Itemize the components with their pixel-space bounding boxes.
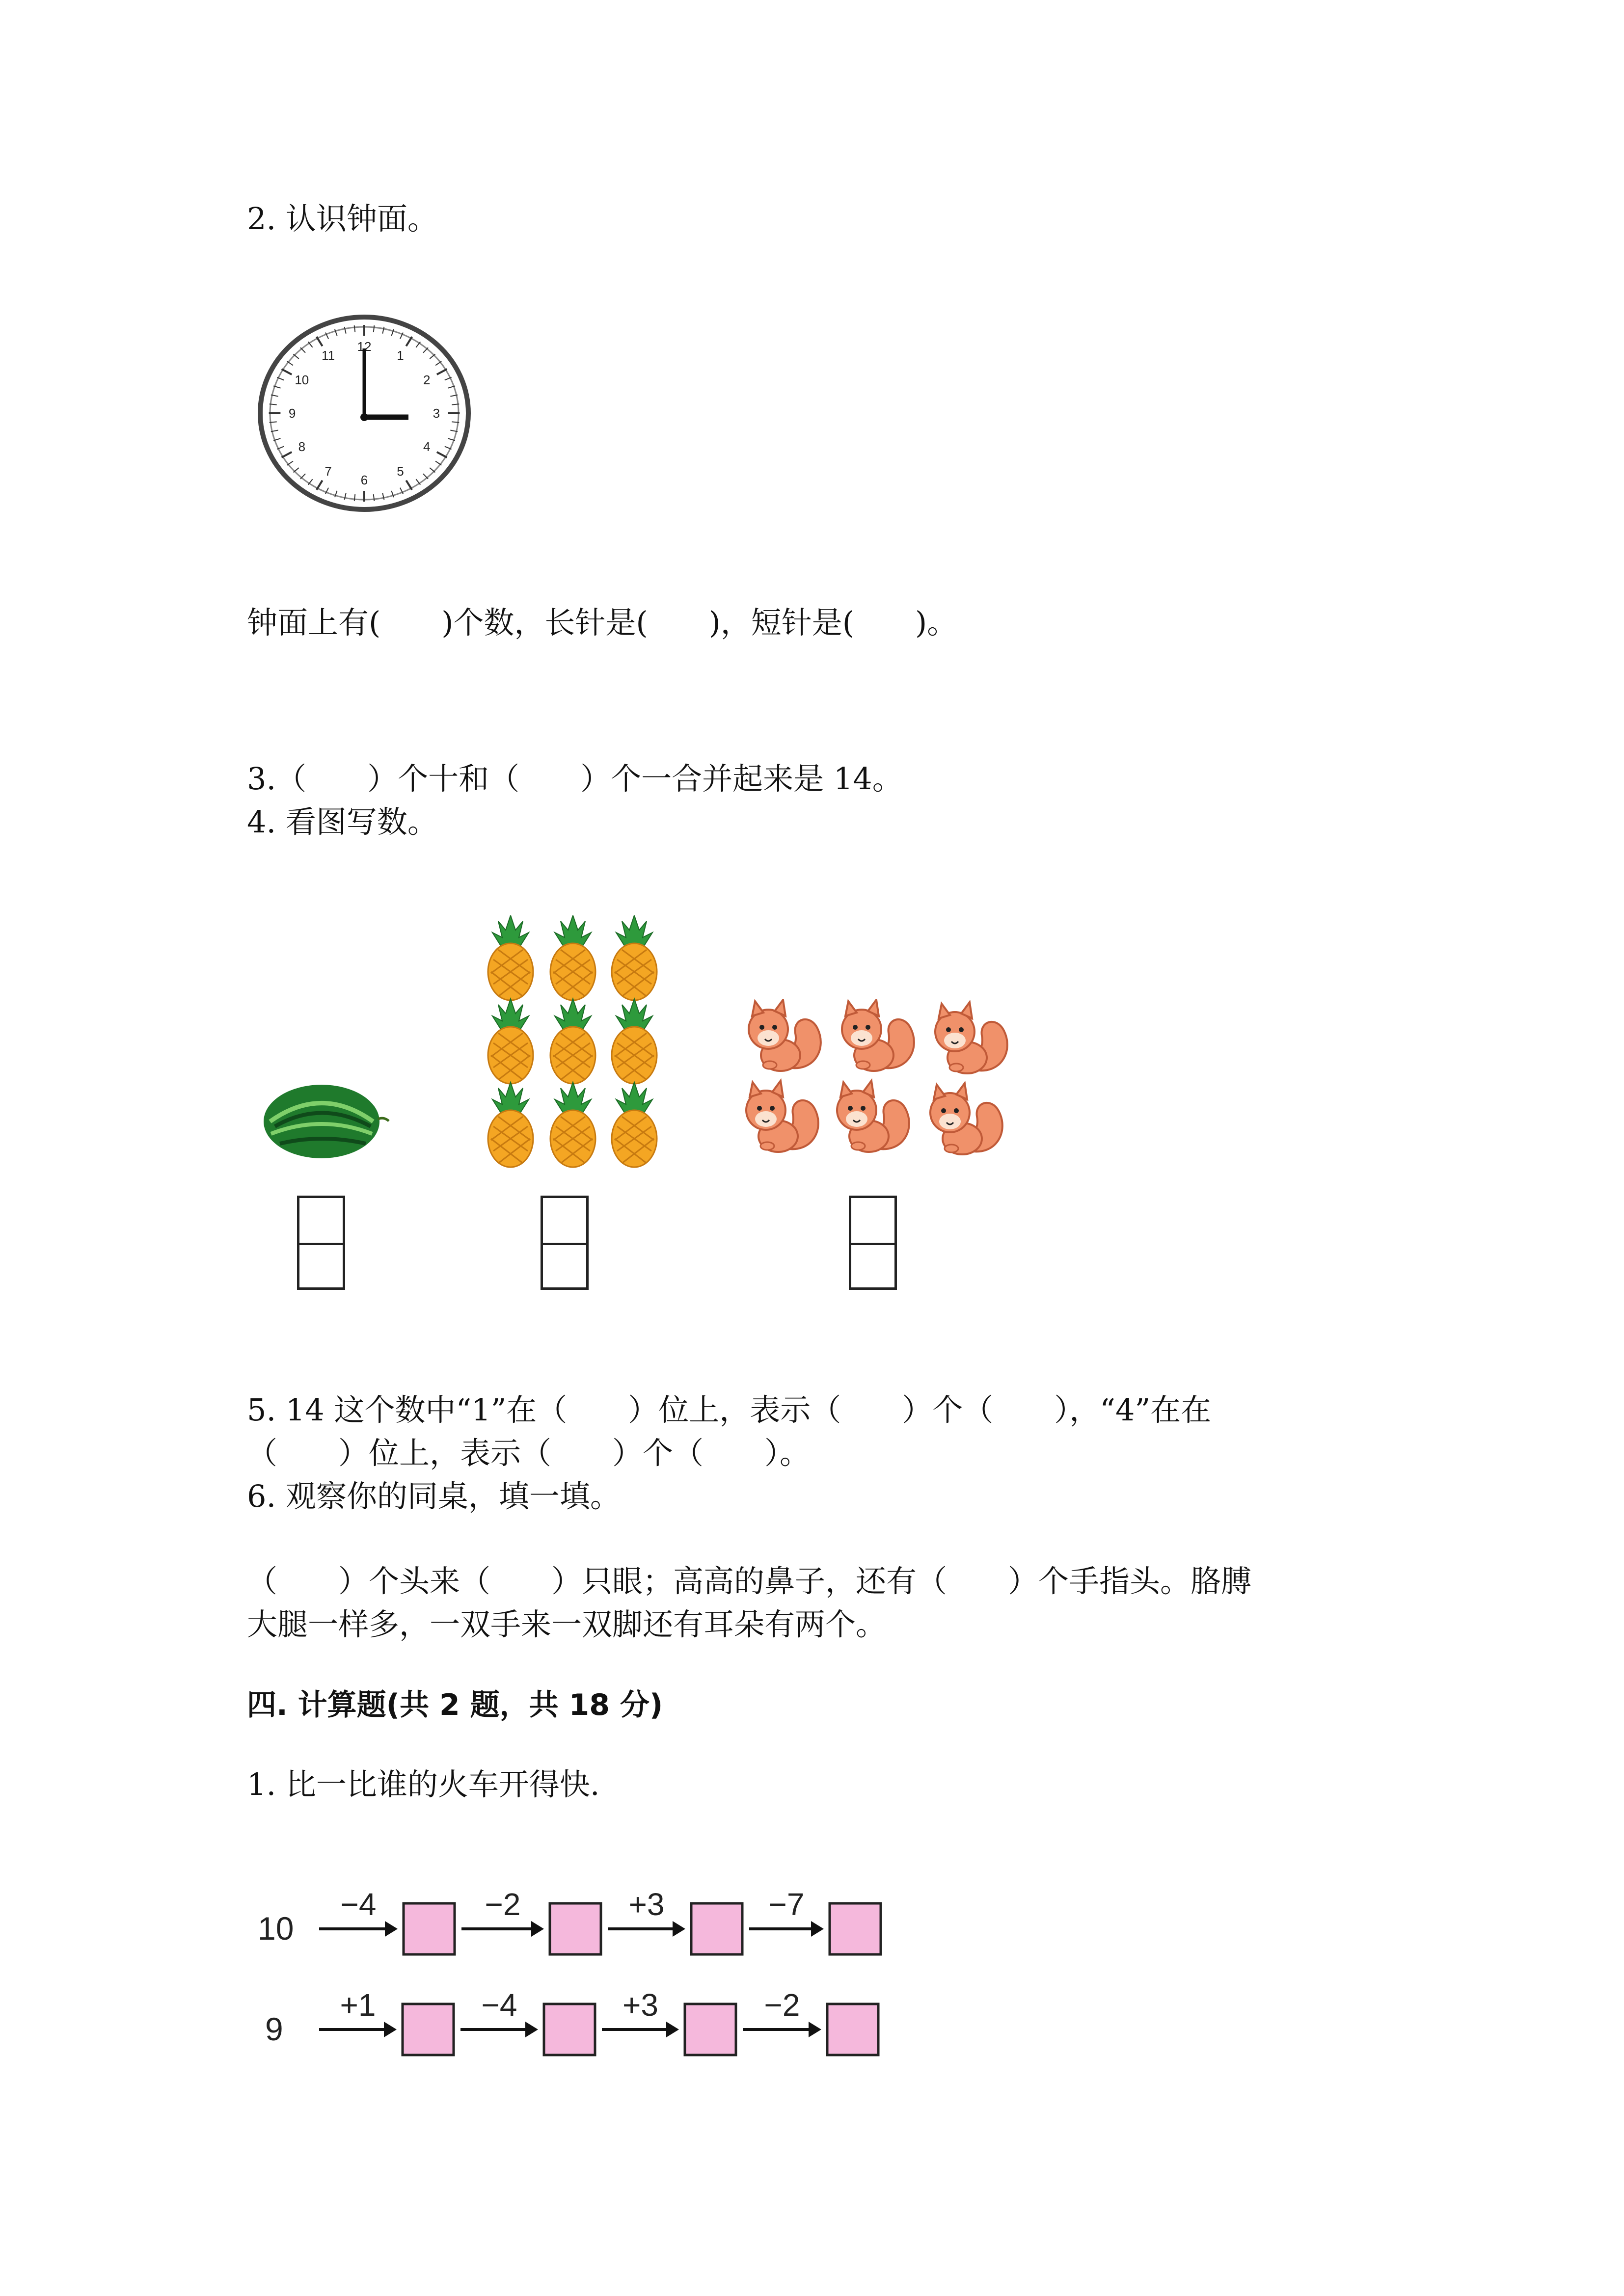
train-arrow-head [525, 2022, 538, 2037]
clock-number: 10 [295, 373, 309, 387]
q6-line1: （ ）个头来（ ）只眼；高高的鼻子，还有（ ）个手指头。胳膊 [247, 1563, 1252, 1599]
q6-title: 6. 观察你的同桌，填一填。 [247, 1478, 621, 1514]
train-operation: +1 [340, 1987, 376, 2023]
clock-number: 2 [423, 373, 431, 387]
train-answer-box[interactable] [544, 2004, 595, 2055]
clock-number: 7 [325, 463, 332, 479]
clock-icon [255, 314, 481, 515]
train-operation: +3 [628, 1887, 665, 1922]
train-answer-box[interactable] [827, 2004, 878, 2055]
train-operation: −2 [485, 1887, 521, 1922]
clock-number: 12 [357, 339, 372, 354]
clock-number: 9 [288, 406, 296, 421]
pineapple-group [479, 915, 665, 1171]
train-operation: −2 [764, 1987, 800, 2023]
clock-number: 4 [423, 439, 431, 454]
clock-number: 11 [322, 348, 335, 363]
clock-number: 1 [397, 348, 404, 363]
train-arrow-head [809, 2022, 821, 2037]
clock-number: 5 [397, 463, 404, 479]
q2-question: 钟面上有( )个数，长针是( )，短针是( )。 [247, 605, 958, 641]
train-diagram [245, 1865, 908, 2076]
train-answer-box[interactable] [550, 1903, 601, 1954]
train-start-number: 9 [265, 2011, 283, 2047]
train-answer-box[interactable] [830, 1903, 881, 1954]
train-arrow-head [811, 1921, 824, 1937]
q4-title: 4. 看图写数。 [247, 804, 438, 840]
answer-box-squirrel[interactable] [849, 1196, 897, 1290]
train-answer-box[interactable] [404, 1903, 455, 1954]
clock-number: 8 [298, 439, 306, 454]
train-arrow-head [385, 1921, 398, 1937]
train-operation: −7 [768, 1887, 805, 1922]
train-arrow-head [666, 2022, 679, 2037]
watermelon-icon [260, 1080, 393, 1163]
train-operation: −4 [340, 1887, 377, 1922]
q5-line2: （ ）位上，表示（ ）个（ ）。 [247, 1435, 811, 1471]
train-start-number: 10 [258, 1910, 294, 1947]
q2-title: 2. 认识钟面。 [247, 201, 438, 237]
clock-number: 6 [360, 473, 368, 487]
train-answer-box[interactable] [685, 2004, 736, 2055]
clock-number: 3 [433, 406, 440, 421]
train-arrow-head [673, 1921, 685, 1937]
q5-line1: 5. 14 这个数中“1”在（ ）位上，表示（ ）个（ ），“4”在在 [247, 1392, 1212, 1428]
train-operation: +3 [623, 1987, 658, 2023]
train-operation: −4 [481, 1987, 517, 2023]
train-arrow-head [531, 1921, 544, 1937]
q6-line2: 大腿一样多，一双手来一双脚还有耳朵有两个。 [247, 1606, 887, 1642]
squirrel-group [739, 999, 1024, 1175]
answer-box-watermelon[interactable] [297, 1196, 345, 1290]
answer-box-pineapple[interactable] [541, 1196, 589, 1290]
s4-q1-title: 1. 比一比谁的火车开得快. [247, 1766, 600, 1802]
train-answer-box[interactable] [691, 1903, 742, 1954]
q3-text: 3.（ ）个十和（ ）个一合并起来是 14。 [247, 761, 903, 797]
section-heading: 四. 计算题(共 2 题，共 18 分) [247, 1688, 663, 1722]
train-arrow-head [384, 2022, 397, 2037]
train-answer-box[interactable] [403, 2004, 454, 2055]
